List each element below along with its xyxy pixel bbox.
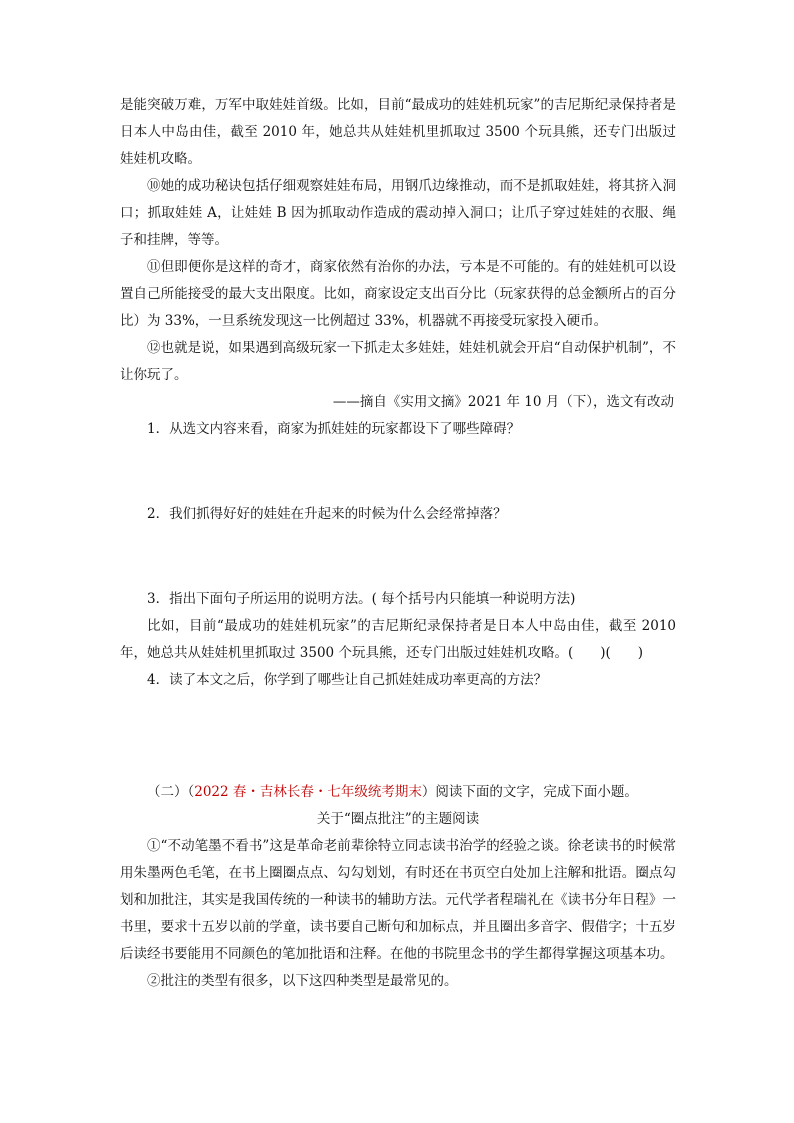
passage2-header-source: 2022 春・吉林长春・七年级统考期末: [194, 784, 422, 800]
passage2-paragraph-2: ②批注的类型有很多，以下这四种类型是最常见的。: [147, 973, 458, 989]
question-3-blank-2: ( ): [605, 645, 644, 661]
question-2: 2．我们抓得好好的娃娃在升起来的时候为什么会经常掉落？: [147, 506, 507, 522]
document-page: [120, 92, 676, 995]
passage2-header-suffix: ）阅读下面的文字，完成下面小题。: [421, 784, 638, 800]
passage1-paragraph-10: ⑩她的成功秘诀包括仔细观察娃娃布局，用钢爪边缘推动，而不是抓取娃娃，将其挤入洞口；抓取娃娃 A，让娃娃 B 因为抓取动作造成的震动掉入洞口；让爪子穿过娃娃的衣服、绳子和挂牌，等等。: [120, 178, 676, 248]
answer-space-1: [120, 443, 676, 501]
answer-space-2: [120, 528, 676, 586]
question-1: 1．从选文内容来看，商家为抓娃娃的玩家都设下了哪些障碍？: [147, 421, 521, 437]
question-4: 4．读了本文之后，你学到了哪些让自己抓娃娃成功率更高的方法？: [147, 672, 548, 688]
passage1-paragraph-continued: 是能突破万难，万军中取娃娃首级。比如，目前“最成功的娃娃机玩家”的吉尼斯纪录保持者是日本人中岛由佳，截至 2010 年，她总共从娃娃机里抓取过 3500 个玩具熊，还专门出版过娃娃机攻略。: [120, 97, 676, 167]
passage2-header-prefix: （二）（: [147, 784, 195, 800]
question-3: 3．指出下面句子所运用的说明方法。( 每个括号内只能填一种说明方法): [147, 591, 576, 607]
passage1-source: ——摘自《实用文摘》2021 年 10 月（下），选文有改动: [332, 394, 674, 410]
passage2-paragraph-1: ①“不动笔墨不看书”这是革命老前辈徐特立同志读书治学的经验之谈。徐老读书的时候常用朱墨两色毛笔，在书上圈圈点点、勾勾划划，有时还在书页空白处加上注解和批语。圈点勾划和加批注，其实是我国传统的一种读书的辅助方法。元代学者程瑞礼在《读书分年日程》一书里，要求十五岁以前的学童，读书要自己断句和加标点，并且圈出多音字、假借字；十五岁后读经书要能用不同颜色的笔加批语和注释。在他的书院里念书的学生都得掌握这项基本功。: [120, 838, 676, 962]
question-3-sentence: [120, 613, 676, 667]
passage2-title: 关于“圈点批注”的主题阅读: [316, 811, 480, 827]
question-3-blank-1: ( ): [567, 645, 606, 661]
passage1-paragraph-11: ⑪但即便你是这样的奇才，商家依然有治你的办法，亏本是不可能的。有的娃娃机可以设置自己所能接受的最大支出限度。比如，商家设定支出百分比（玩家获得的总金额所占的百分比）为 33%，一旦系统发现这一比例超过 33%，机器就不再接受玩家投入硬币。: [120, 259, 676, 329]
passage2-header: [120, 779, 676, 806]
question-3-sentence-text: 比如，目前“最成功的娃娃机玩家”的吉尼斯纪录保持者是日本人中岛由佳，截至 2010 年，她总共从娃娃机里抓取过 3500 个玩具熊，还专门出版过娃娃机攻略。: [120, 618, 676, 661]
answer-space-4: [120, 694, 676, 779]
passage1-paragraph-12: ⑫也就是说，如果遇到高级玩家一下抓走太多娃娃，娃娃机就会开启“自动保护机制”，不让你玩了。: [120, 340, 676, 383]
